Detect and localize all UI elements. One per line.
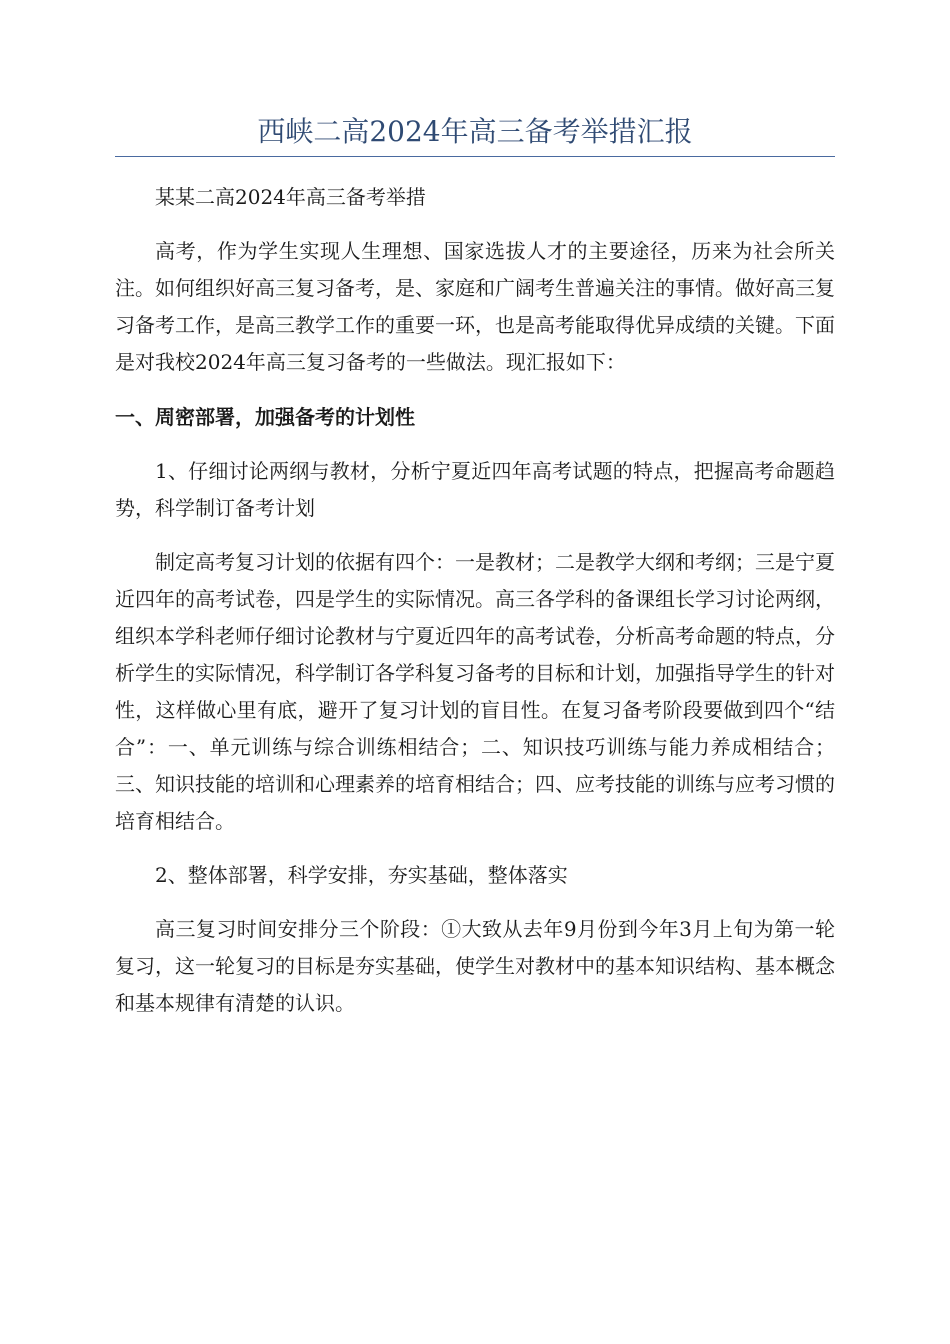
- item-1-body: 制定高考复习计划的依据有四个：一是教材；二是教学大纲和考纲；三是宁夏近四年的高考试卷，四是学生的实际情况。高三各学科的备课组长学习讨论两纲，组织本学科老师仔细讨论教材与宁夏近四年的高考试卷，分析高考命题的特点，分析学生的实际情况，科学制订各学科复习备考的目标和计划，加强指导学生的针对性，这样做心里有底，避开了复习计划的盲目性。在复习备考阶段要做到四个“结合”：一、单元训练与综合训练相结合；二、知识技巧训练与能力养成相结合；三、知识技能的培训和心理素养的培育相结合；四、应考技能的训练与应考习惯的培育相结合。: [115, 550, 835, 833]
- document-subtitle: 某某二高2024年高三备考举措: [155, 185, 426, 209]
- item-1-title: 1、仔细讨论两纲与教材，分析宁夏近四年高考试题的特点，把握高考命题趋势，科学制订备考计划: [115, 459, 835, 520]
- document-title: 西峡二高2024年高三备考举措汇报: [115, 112, 835, 157]
- document-page: [115, 112, 835, 1022]
- item-2-title: 2、整体部署，科学安排，夯实基础，整体落实: [155, 863, 568, 887]
- section-heading-1: 一、周密部署，加强备考的计划性: [115, 405, 415, 429]
- intro-paragraph: 高考，作为学生实现人生理想、国家选拔人才的主要途径，历来为社会所关注。如何组织好高三复习备考，是、家庭和广阔考生普遍关注的事情。做好高三复习备考工作，是高三教学工作的重要一环，也是高考能取得优异成绩的关键。下面是对我校2024年高三复习备考的一些做法。现汇报如下：: [115, 239, 835, 374]
- item-2-body: 高三复习时间安排分三个阶段：①大致从去年9月份到今年3月上旬为第一轮复习，这一轮复习的目标是夯实基础，使学生对教材中的基本知识结构、基本概念和基本规律有清楚的认识。: [115, 917, 835, 1015]
